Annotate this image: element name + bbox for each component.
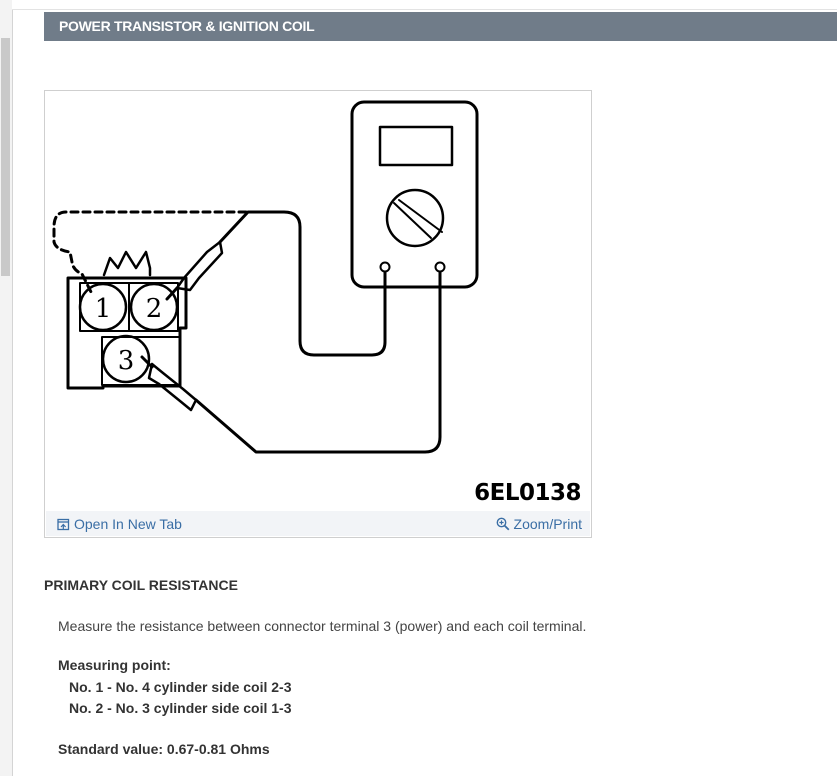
terminal-label-2: 2 xyxy=(145,294,163,324)
test-lead-1 xyxy=(220,212,385,355)
measuring-point-item: No. 2 - No. 3 cylinder side coil 1-3 xyxy=(69,700,292,716)
multimeter-dial xyxy=(387,190,443,246)
multimeter-terminal-left xyxy=(381,263,390,272)
terminal-label-1: 1 xyxy=(94,294,112,324)
external-tab-icon xyxy=(57,518,70,531)
terminal-label-3: 3 xyxy=(117,346,135,376)
scrollbar-thumb[interactable] xyxy=(1,38,10,276)
section-title: POWER TRANSISTOR & IGNITION COIL xyxy=(59,18,315,34)
zoom-print-link[interactable] xyxy=(496,516,582,532)
zoom-print-label: Zoom/Print xyxy=(513,516,582,532)
measuring-point-item: No. 1 - No. 4 cylinder side coil 2-3 xyxy=(69,679,292,695)
wiring-diagram xyxy=(46,92,590,510)
probe-upper xyxy=(177,242,222,290)
figure-container xyxy=(44,90,592,538)
multimeter-body xyxy=(352,102,477,287)
test-lead-2 xyxy=(196,272,440,452)
figure-footer xyxy=(46,511,590,536)
open-in-new-tab-link[interactable] xyxy=(57,516,182,532)
standard-value: Standard value: 0.67-0.81 Ohms xyxy=(58,741,270,757)
multimeter-terminal-right xyxy=(436,263,445,272)
figure-code: 6EL0138 xyxy=(474,480,581,506)
measuring-point-label: Measuring point: xyxy=(58,657,171,673)
multimeter-display xyxy=(380,127,452,165)
left-scrollbar-track[interactable] xyxy=(0,0,13,776)
section-header xyxy=(44,12,837,41)
content-heading: PRIMARY COIL RESISTANCE xyxy=(44,577,238,593)
open-in-new-tab-label: Open In New Tab xyxy=(74,516,182,532)
description-text: Measure the resistance between connector terminal 3 (power) and each coil terminal. xyxy=(58,618,587,634)
dashed-jumper xyxy=(54,212,246,292)
top-strip xyxy=(12,0,837,10)
magnifier-plus-icon xyxy=(496,517,510,531)
